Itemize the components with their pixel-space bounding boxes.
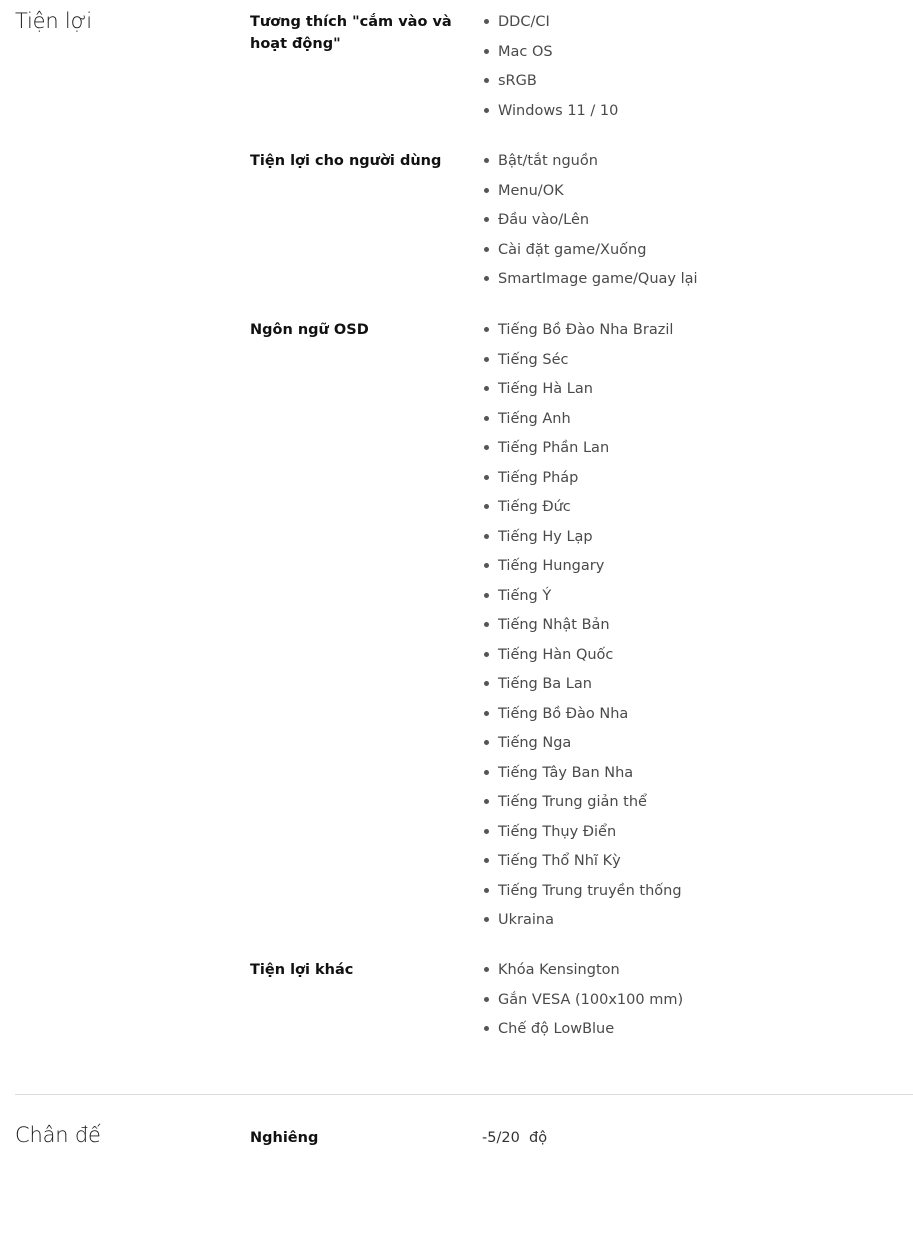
spec-row-other-conveniences	[250, 959, 913, 1048]
spec-label: Nghiêng	[250, 1130, 319, 1146]
bullet-icon	[484, 593, 489, 598]
spec-label: Tương thích "cắm vào và hoạt động"	[250, 14, 452, 52]
list-item: Tiếng Pháp	[482, 467, 913, 497]
bullet-icon	[484, 967, 489, 972]
list-item: Tiếng Bồ Đào Nha Brazil	[482, 319, 913, 349]
list-item: Tiếng Trung truyền thống	[482, 880, 913, 910]
bullet-icon	[484, 504, 489, 509]
list-item: Ukraina	[482, 909, 913, 939]
section-title-convenience: Tiện lợi	[15, 9, 92, 33]
list-item: Tiếng Hàn Quốc	[482, 644, 913, 674]
bullet-icon	[484, 49, 489, 54]
bullet-icon	[484, 997, 489, 1002]
bullet-icon	[484, 622, 489, 627]
bullet-icon	[484, 711, 489, 716]
list-item: Tiếng Thổ Nhĩ Kỳ	[482, 850, 913, 880]
bullet-icon	[484, 445, 489, 450]
list-item: Đầu vào/Lên	[482, 209, 913, 239]
bullet-icon	[484, 652, 489, 657]
list-item: Tiếng Ý	[482, 585, 913, 615]
spec-label: Ngôn ngữ OSD	[250, 322, 369, 338]
spec-value-list	[482, 11, 913, 129]
spec-row-user-convenience	[250, 150, 913, 298]
bullet-icon	[484, 829, 489, 834]
spec-row-tilt	[250, 1127, 913, 1149]
bullet-icon	[484, 108, 489, 113]
list-item: Tiếng Nhật Bản	[482, 614, 913, 644]
list-item: Menu/OK	[482, 180, 913, 210]
bullet-icon	[484, 740, 489, 745]
list-item: Tiếng Hà Lan	[482, 378, 913, 408]
bullet-icon	[484, 416, 489, 421]
list-item: DDC/CI	[482, 11, 913, 41]
bullet-icon	[484, 276, 489, 281]
section-stand	[0, 1122, 913, 1148]
list-item: Bật/tắt nguồn	[482, 150, 913, 180]
bullet-icon	[484, 770, 489, 775]
section-title-stand: Chân đế	[15, 1123, 101, 1147]
bullet-icon	[484, 563, 489, 568]
spec-label: Tiện lợi khác	[250, 962, 354, 978]
bullet-icon	[484, 888, 489, 893]
list-item: Tiếng Bồ Đào Nha	[482, 703, 913, 733]
bullet-icon	[484, 386, 489, 391]
list-item: Tiếng Đức	[482, 496, 913, 526]
list-item: Tiếng Hungary	[482, 555, 913, 585]
list-item: Tiếng Thụy Điển	[482, 821, 913, 851]
list-item: Tiếng Séc	[482, 349, 913, 379]
spec-row-plug-and-play	[250, 11, 913, 129]
list-item: Mac OS	[482, 41, 913, 71]
list-item: Khóa Kensington	[482, 959, 913, 989]
bullet-icon	[484, 799, 489, 804]
list-item: Cài đặt game/Xuống	[482, 239, 913, 269]
bullet-icon	[484, 681, 489, 686]
bullet-icon	[484, 1026, 489, 1031]
spec-value: -5/20 độ	[482, 1130, 548, 1146]
spec-row-osd-languages	[250, 319, 913, 939]
bullet-icon	[484, 534, 489, 539]
spec-value-list	[482, 319, 913, 939]
list-item: Tiếng Anh	[482, 408, 913, 438]
spec-label: Tiện lợi cho người dùng	[250, 153, 442, 169]
bullet-icon	[484, 357, 489, 362]
bullet-icon	[484, 78, 489, 83]
list-item: Gắn VESA (100x100 mm)	[482, 989, 913, 1019]
list-item: Tiếng Trung giản thể	[482, 791, 913, 821]
bullet-icon	[484, 217, 489, 222]
list-item: Tiếng Tây Ban Nha	[482, 762, 913, 792]
bullet-icon	[484, 475, 489, 480]
bullet-icon	[484, 858, 489, 863]
bullet-icon	[484, 327, 489, 332]
list-item: Chế độ LowBlue	[482, 1018, 913, 1048]
bullet-icon	[484, 158, 489, 163]
list-item: sRGB	[482, 70, 913, 100]
spec-value-list	[482, 150, 913, 298]
bullet-icon	[484, 19, 489, 24]
bullet-icon	[484, 247, 489, 252]
bullet-icon	[484, 188, 489, 193]
spec-value-list	[482, 959, 913, 1048]
list-item: Tiếng Hy Lạp	[482, 526, 913, 556]
list-item: Tiếng Phần Lan	[482, 437, 913, 467]
section-divider	[15, 1094, 913, 1095]
list-item: Tiếng Ba Lan	[482, 673, 913, 703]
list-item: Tiếng Nga	[482, 732, 913, 762]
list-item: Windows 11 / 10	[482, 100, 913, 130]
bullet-icon	[484, 917, 489, 922]
list-item: SmartImage game/Quay lại	[482, 268, 913, 298]
section-convenience	[0, 8, 913, 1037]
